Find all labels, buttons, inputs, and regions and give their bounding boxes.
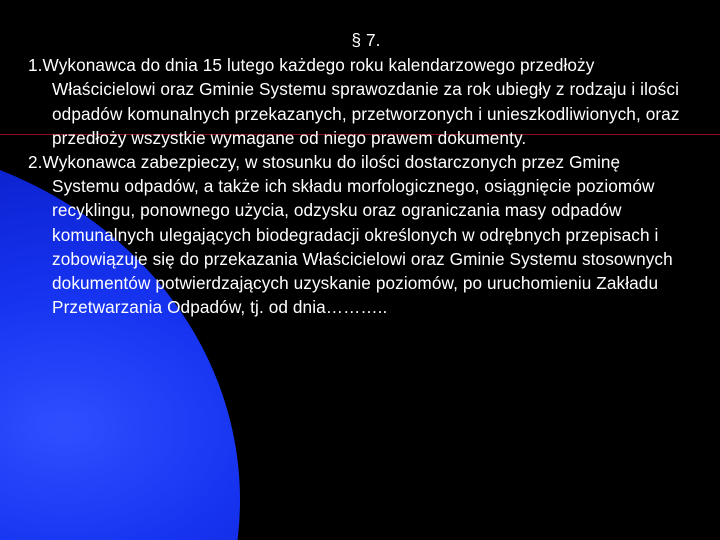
slide-content (0, 28, 720, 319)
paragraph-1: 1.Wykonawca do dnia 15 lutego każdego roku kalendarzowego przedłoży Właścicielowi oraz Gminie Systemu sprawozdanie za rok ubiegły z rodzaju i ilości odpadów komunalnych przekazanych, przetworzonych i unieszkodliwionych, oraz przedłoży wszystkie wymagane od niego prawem dokumenty. (28, 55, 680, 148)
section-heading: § 7. (351, 30, 381, 50)
paragraph-2: 2.Wykonawca zabezpieczy, w stosunku do ilości dostarczonych przez Gminę Systemu odpadów, a także ich składu morfologicznego, osiągnięcie poziomów recyklingu, ponownego użycia, odzysku oraz ograniczania masy odpadów komunalnych ulegających biodegradacji określonych w odrębnych przepisach i zobowiązuje się do przekazania Właścicielowi oraz Gminie Systemu stosownych dokumentów potwierdzających uzyskanie poziomów, po uruchomieniu Zakładu Przetwarzania Odpadów, tj. od dnia……….. (28, 152, 673, 318)
